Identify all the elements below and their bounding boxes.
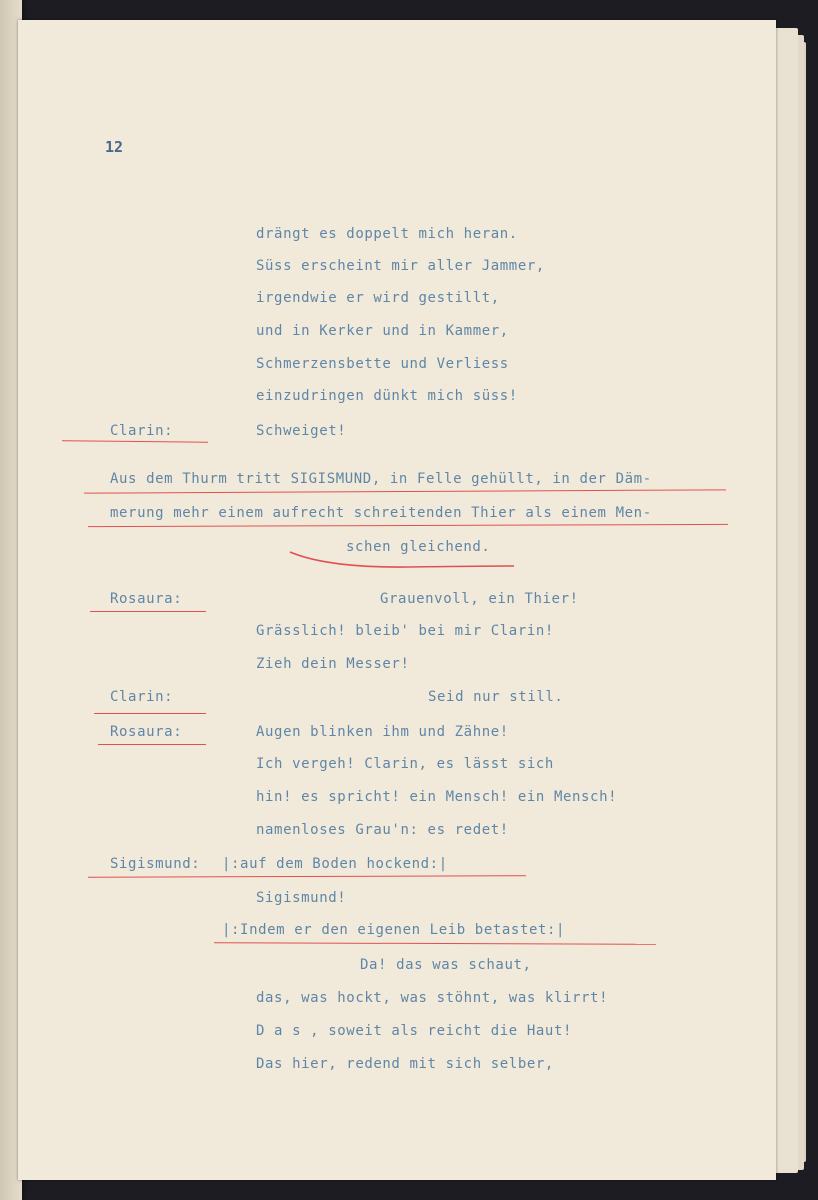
verse-line: Sigismund! (256, 890, 347, 906)
verse-line: Seid nur still. (428, 689, 564, 705)
speaker-label: Rosaura: (110, 724, 183, 740)
speaker-label: Sigismund: (110, 856, 201, 872)
red-underline (98, 744, 206, 745)
stage-direction: |:Indem er den eigenen Leib betastet:| (222, 922, 566, 938)
verse-line: namenloses Grau'n: es redet! (256, 822, 509, 838)
verse-line: Grässlich! bleib' bei mir Clarin! (256, 623, 554, 639)
verse-line: das, was hockt, was stöhnt, was klirrt! (256, 990, 609, 1006)
stage-direction: schen gleichend. (346, 539, 491, 555)
verse-line: D a s , soweit als reicht die Haut! (256, 1023, 573, 1039)
red-underline (88, 524, 728, 527)
red-underline (94, 713, 206, 714)
verse-line: Augen blinken ihm und Zähne! (256, 724, 509, 740)
speaker-label: Rosaura: (110, 591, 183, 607)
red-underline (288, 548, 518, 572)
page-number: 12 (105, 138, 124, 156)
verse-line: Süss erscheint mir aller Jammer, (256, 258, 545, 274)
verse-line: drängt es doppelt mich heran. (256, 226, 518, 242)
document-page (18, 20, 776, 1180)
red-underline (90, 611, 206, 612)
red-underline (88, 875, 526, 878)
verse-line: Ich vergeh! Clarin, es lässt sich (256, 756, 554, 772)
speaker-label: Clarin: (110, 423, 174, 439)
verse-line: Schmerzensbette und Verliess (256, 356, 509, 372)
red-underline (62, 440, 208, 443)
verse-line: irgendwie er wird gestillt, (256, 290, 500, 306)
verse-line: Zieh dein Messer! (256, 656, 410, 672)
stage-direction: |:auf dem Boden hockend:| (222, 856, 448, 872)
verse-line: Grauenvoll, ein Thier! (380, 591, 579, 607)
red-underline (214, 942, 656, 945)
verse-line: Da! das was schaut, (360, 957, 532, 973)
red-underline (84, 489, 726, 493)
stage-direction: merung mehr einem aufrecht schreitenden Thier als einem Men- (110, 505, 652, 521)
verse-line: und in Kerker und in Kammer, (256, 323, 509, 339)
stage-direction: Aus dem Thurm tritt SIGISMUND, in Felle gehüllt, in der Däm- (110, 471, 652, 487)
verse-line: Schweiget! (256, 423, 347, 439)
verse-line: hin! es spricht! ein Mensch! ein Mensch! (256, 789, 618, 805)
speaker-label: Clarin: (110, 689, 174, 705)
verse-line: Das hier, redend mit sich selber, (256, 1056, 554, 1072)
verse-line: einzudringen dünkt mich süss! (256, 388, 518, 404)
